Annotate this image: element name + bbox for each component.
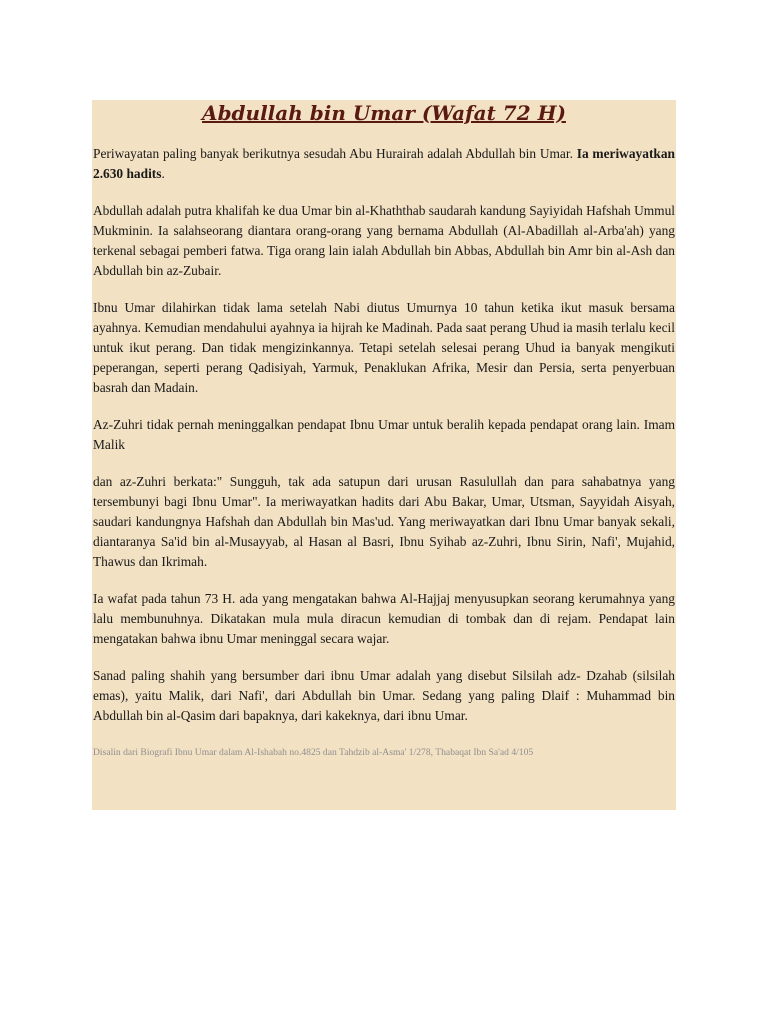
paragraph-6: Ia wafat pada tahun 73 H. ada yang mengatakan bahwa Al-Hajjaj menyusupkan seorang kerumahnya yang lalu membunuhnya. Dikatakan mula mula diracun kemudian di tombak dan di rejam. Pendapat lain mengatakan bahwa ibnu Umar meninggal secara wajar.: [93, 591, 675, 646]
paragraph-1-text: Periwayatan paling banyak berikutnya sesudah Abu Hurairah adalah Abdullah bin Umar.: [93, 146, 577, 161]
paragraph-3: Ibnu Umar dilahirkan tidak lama setelah Nabi diutus Umurnya 10 tahun ketika ikut masuk bersama ayahnya. Kemudian mendahului ayahnya ia hijrah ke Madinah. Pada saat perang Uhud ia masih terlalu kecil untuk ikut perang. Dan tidak mengizinkannya. Tetapi setelah selesai perang Uhud ia banyak mengikuti peperangan, seperti perang Qadisiyah, Yarmuk, Penaklukan Afrika, Mesir dan Persia, serta penyerbuan basrah dan Madain.: [93, 300, 675, 395]
paragraph-7: Sanad paling shahih yang bersumber dari ibnu Umar adalah yang disebut Silsilah adz- Dzahab (silsilah emas), yaitu Malik, dari Nafi', dari Abdullah bin Umar. Sedang yang paling Dlaif : Muhammad bin Abdullah bin al-Qasim dari bapaknya, dari kakeknya, dari ibnu Umar.: [93, 668, 675, 723]
paragraph-4: Az-Zuhri tidak pernah meninggalkan pendapat Ibnu Umar untuk beralih kepada pendapat orang lain. Imam Malik: [93, 417, 675, 452]
hadith-count-highlight: Ia meriwayatkan 2.630 hadits: [93, 146, 675, 181]
source-citation: Disalin dari Biografi Ibnu Umar dalam Al-Ishabah no.4825 dan Tahdzib al-Asma' 1/278, Thabaqat Ibn Sa'ad 4/105: [93, 747, 534, 758]
paragraph-1-end: .: [161, 166, 165, 181]
paragraph-5: dan az-Zuhri berkata:" Sungguh, tak ada satupun dari urusan Rasulullah dan para sahabatnya yang tersembunyi bagi Ibnu Umar". Ia meriwayatkan hadits dari Abu Bakar, Umar, Utsman, Sayyidah Aisyah, saudari kandungnya Hafshah dan Abdullah bin Mas'ud. Yang meriwayatkan dari Ibnu Umar banyak sekali, diantaranya Sa'id bin al-Musayyab, al Hasan al Basri, Ibnu Syihab az-Zuhri, Ibnu Sirin, Nafi', Mujahid, Thawus dan Ikrimah.: [93, 474, 675, 569]
document-block: [92, 100, 676, 810]
paragraph-2: Abdullah adalah putra khalifah ke dua Umar bin al-Khaththab saudarah kandung Sayiyidah Hafshah Ummul Mukminin. Ia salahseorang diantara orang-orang yang bernama Abdullah (Al-Abadillah al-Arba'ah) yang terkenal sebagai pemberi fatwa. Tiga orang lain ialah Abdullah bin Abbas, Abdullah bin Amr bin al-Ash dan Abdullah bin az-Zubair.: [93, 203, 675, 278]
paragraph-1: [93, 144, 675, 184]
page-title: Abdullah bin Umar (Wafat 72 H): [202, 101, 566, 125]
